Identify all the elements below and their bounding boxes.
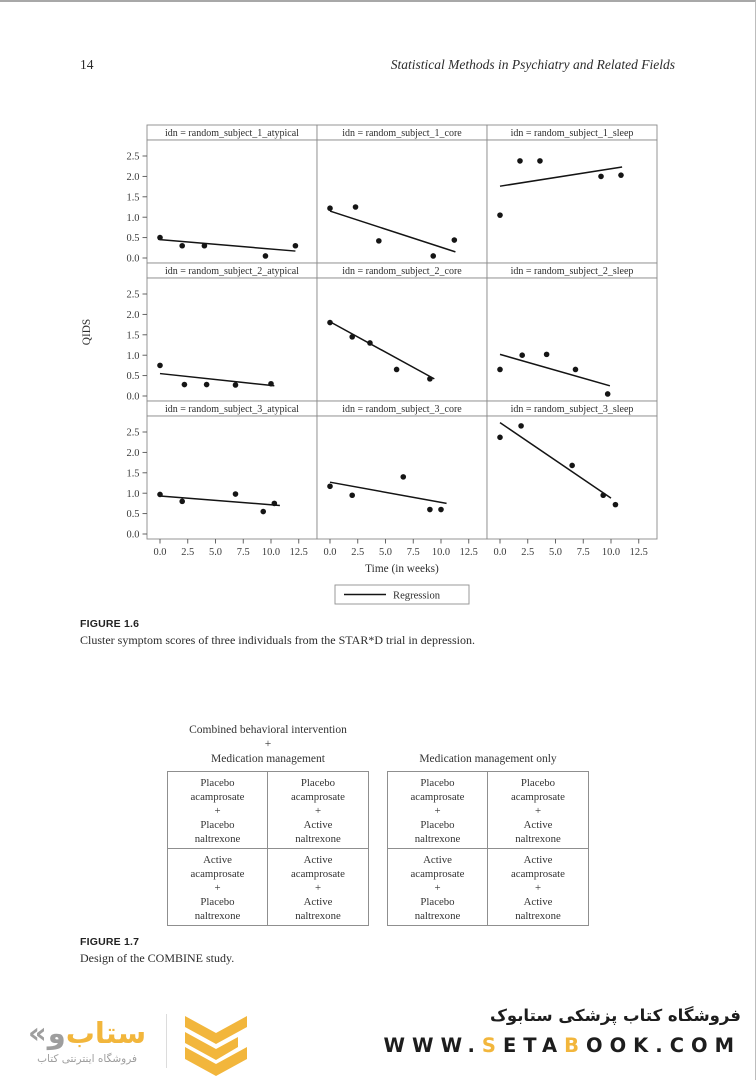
data-point xyxy=(452,237,458,243)
logo-word-gold: ستاب xyxy=(65,1016,147,1050)
chart-panel xyxy=(487,125,657,263)
data-point xyxy=(497,212,503,218)
data-point xyxy=(327,205,333,211)
data-point xyxy=(157,235,163,241)
setabook-chevron-icon xyxy=(181,1006,251,1076)
figure-1-6 xyxy=(75,120,675,612)
store-title: فروشگاه کتاب پزشکی ستابوک xyxy=(490,1006,741,1025)
x-tick-label: 2.5 xyxy=(521,547,535,558)
x-axis-label: Time (in weeks) xyxy=(365,563,439,575)
combine-group-mm-only-header xyxy=(419,722,556,766)
data-point xyxy=(517,158,523,164)
panel-title: idn = random_subject_1_sleep xyxy=(510,128,634,140)
page-header xyxy=(80,57,675,73)
figure-1-7-caption-block xyxy=(80,936,685,966)
data-point xyxy=(600,492,606,498)
data-point xyxy=(427,507,433,513)
data-point xyxy=(400,474,406,480)
x-tick-label: 10.0 xyxy=(431,547,451,558)
y-tick-label: 1.0 xyxy=(126,212,140,224)
y-tick-label: 0.5 xyxy=(126,371,140,383)
y-tick-label: 1.0 xyxy=(126,488,140,500)
data-point xyxy=(518,423,524,429)
y-tick-label: 1.5 xyxy=(126,192,140,204)
data-point xyxy=(327,320,333,326)
combine-group-mm-only xyxy=(388,722,588,926)
combine-header-line: + xyxy=(264,738,272,750)
x-tick-label: 12.5 xyxy=(459,547,478,558)
data-point xyxy=(613,502,619,508)
y-tick-label: 2.5 xyxy=(126,289,140,301)
data-point xyxy=(204,382,210,388)
x-tick-label: 0.0 xyxy=(323,547,337,558)
y-tick-label: 0.0 xyxy=(126,391,140,403)
chart-panel xyxy=(317,401,487,558)
data-point xyxy=(157,363,163,369)
data-point xyxy=(260,509,266,515)
combine-group-cbi-header xyxy=(189,722,347,766)
y-tick-label: 0.0 xyxy=(126,253,140,265)
data-point xyxy=(598,174,604,180)
data-point xyxy=(179,243,185,249)
footer-url[interactable] xyxy=(384,1034,741,1057)
combine-cell: Placebo acamprosate + Active naltrexone xyxy=(268,772,368,849)
data-point xyxy=(182,382,188,388)
data-point xyxy=(293,243,299,249)
footer-divider xyxy=(166,1014,167,1068)
y-tick-label: 0.0 xyxy=(126,529,140,541)
setabook-logotype xyxy=(28,1017,146,1049)
data-point xyxy=(497,435,503,441)
panel-title: idn = random_subject_2_atypical xyxy=(165,266,299,278)
data-point xyxy=(367,340,373,346)
chart-panel xyxy=(127,401,318,558)
panel-title: idn = random_subject_3_sleep xyxy=(510,404,634,416)
figure-1-6-label: FIGURE 1.6 xyxy=(80,618,140,630)
data-point xyxy=(157,492,163,498)
data-point xyxy=(605,391,611,397)
x-tick-label: 0.0 xyxy=(153,547,167,558)
data-point xyxy=(573,367,579,373)
setabook-logo[interactable] xyxy=(28,1006,251,1076)
x-tick-label: 12.5 xyxy=(289,547,308,558)
combine-cell: Active acamprosate + Active naltrexone xyxy=(291,854,345,922)
logo-tagline: فروشگاه اینترنتی کتاب xyxy=(37,1053,138,1065)
x-tick-label: 7.5 xyxy=(576,547,590,558)
panel-title: idn = random_subject_1_atypical xyxy=(165,128,299,140)
data-point xyxy=(376,238,382,244)
chart-panel xyxy=(487,263,657,401)
data-point xyxy=(569,463,575,469)
chart-panel xyxy=(127,125,318,265)
chart-panel xyxy=(487,401,657,558)
combine-table-mm-only xyxy=(387,771,589,926)
logo-word-gray: و xyxy=(47,1016,66,1050)
figure-1-6-caption: Cluster symptom scores of three individuals from the STAR*D trial in depression. xyxy=(80,633,475,647)
url-segment: OOK.COM xyxy=(586,1034,741,1057)
x-tick-label: 5.0 xyxy=(379,547,392,558)
data-point xyxy=(430,253,436,259)
data-point xyxy=(497,367,503,373)
panel-title: idn = random_subject_1_core xyxy=(342,128,462,140)
data-point xyxy=(353,204,359,210)
y-tick-label: 0.5 xyxy=(126,509,140,521)
panel-title: idn = random_subject_2_sleep xyxy=(510,266,634,278)
x-tick-label: 5.0 xyxy=(549,547,562,558)
combine-header-line: Combined behavioral intervention xyxy=(189,723,347,736)
x-tick-label: 7.5 xyxy=(236,547,250,558)
data-point xyxy=(233,491,239,497)
y-tick-label: 2.0 xyxy=(126,172,140,184)
data-point xyxy=(519,352,525,358)
data-point xyxy=(268,381,274,387)
combine-header-line: Medication management only xyxy=(419,752,557,765)
url-segment: WWW. xyxy=(383,1034,482,1057)
combine-header-line: Medication management xyxy=(210,752,325,765)
y-tick-label: 1.0 xyxy=(126,350,140,362)
data-point xyxy=(202,243,208,249)
x-tick-label: 10.0 xyxy=(261,547,281,558)
panel-title: idn = random_subject_3_core xyxy=(342,404,462,416)
data-point xyxy=(349,492,355,498)
data-point xyxy=(263,253,269,259)
combine-cell: Active acamprosate + Placebo naltrexone xyxy=(388,849,488,925)
combine-cell: Active acamprosate + Placebo naltrexone xyxy=(168,849,268,925)
y-tick-label: 2.5 xyxy=(126,427,140,439)
data-point xyxy=(327,483,333,489)
y-tick-label: 2.5 xyxy=(126,151,140,163)
data-point xyxy=(438,507,444,513)
data-point xyxy=(618,172,624,178)
data-point xyxy=(394,367,400,373)
footer-store-info xyxy=(384,1006,741,1057)
data-point xyxy=(179,499,185,505)
y-tick-label: 0.5 xyxy=(126,233,140,245)
figure-1-6-caption-block xyxy=(80,618,685,648)
data-point xyxy=(233,382,239,388)
figure-1-7-label: FIGURE 1.7 xyxy=(80,936,140,948)
legend-label: Regression xyxy=(393,590,441,602)
combine-diagram xyxy=(168,722,588,926)
combine-cell: Placebo acamprosate + Active naltrexone xyxy=(488,772,588,849)
x-tick-label: 7.5 xyxy=(406,547,420,558)
chart-panel xyxy=(317,263,487,401)
data-point xyxy=(537,158,543,164)
panel-title: idn = random_subject_3_atypical xyxy=(165,404,299,416)
data-point xyxy=(272,501,278,507)
combine-cell: Placebo acamprosate + Placebo naltrexone xyxy=(168,772,268,849)
chart-legend xyxy=(335,585,469,604)
combine-cell: Placebo acamprosate + Placebo naltrexone xyxy=(388,772,488,849)
y-tick-label: 2.0 xyxy=(126,448,140,460)
data-point xyxy=(544,352,550,358)
panel-title: idn = random_subject_2_core xyxy=(342,266,462,278)
x-tick-label: 5.0 xyxy=(209,547,222,558)
cluster-scores-chart xyxy=(75,120,675,612)
footer-banner xyxy=(0,1000,755,1080)
x-tick-label: 0.0 xyxy=(493,547,507,558)
y-tick-label: 1.5 xyxy=(126,468,140,480)
x-tick-label: 2.5 xyxy=(181,547,195,558)
x-tick-label: 10.0 xyxy=(601,547,621,558)
combine-table-cbi xyxy=(167,771,369,926)
url-segment: S xyxy=(481,1034,503,1057)
data-point xyxy=(349,334,355,340)
url-segment: ETA xyxy=(502,1034,565,1057)
y-tick-label: 2.0 xyxy=(126,310,140,322)
y-tick-label: 1.5 xyxy=(126,330,140,342)
y-axis-label: QIDS xyxy=(81,318,93,346)
url-segment: B xyxy=(564,1034,587,1057)
x-tick-label: 12.5 xyxy=(629,547,648,558)
page-number: 14 xyxy=(80,57,94,72)
x-tick-label: 2.5 xyxy=(351,547,365,558)
chart-panel xyxy=(127,263,318,403)
logo-guillemet-mark: « xyxy=(28,1016,47,1050)
figure-1-7-caption: Design of the COMBINE study. xyxy=(80,951,235,965)
combine-cell: Active acamprosate + Active naltrexone xyxy=(511,854,565,922)
chart-panel xyxy=(317,125,487,263)
running-title: Statistical Methods in Psychiatry and Related Fields xyxy=(390,57,675,72)
data-point xyxy=(427,376,433,382)
combine-group-cbi xyxy=(168,722,368,926)
